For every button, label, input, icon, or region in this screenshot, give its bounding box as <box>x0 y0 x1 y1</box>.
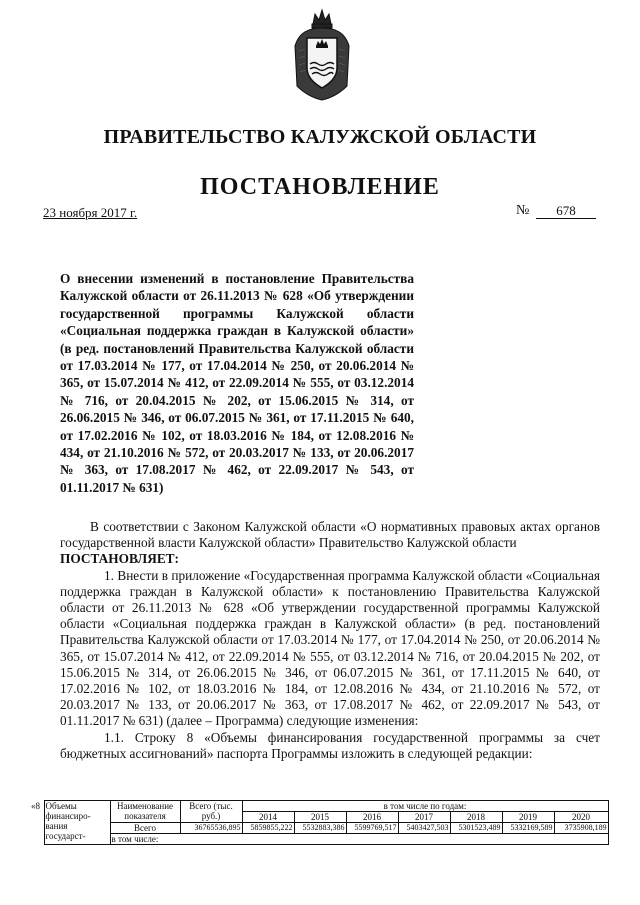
financing-table <box>30 800 609 845</box>
year-header: 2014 <box>242 812 294 823</box>
year-value: 5403427,503 <box>398 823 450 834</box>
total-value: 36765536,895 <box>180 823 242 834</box>
coat-of-arms-icon <box>289 6 355 102</box>
opening-quote: «8 <box>31 800 40 811</box>
year-header: 2016 <box>346 812 398 823</box>
resolves-heading: ПОСТАНОВЛЯЕТ: <box>60 551 179 567</box>
total-label: Всего <box>110 823 180 834</box>
year-header: 2017 <box>398 812 450 823</box>
item-1-paragraph: 1. Внести в приложение «Государственная программа Калужской области «Социальная поддержка граждан в Калужской области» к постановлению Правительства Калужской области от 26.11.2013 № 628 «Об утверждении государственной программы Калужской области «Социальная поддержка граждан в Калужской области» (в ред. постановлений Правительства Калужской области от 17.03.2014 № 177, от 17.04.2014 № 250, от 20.06.2014 № 365, от 15.07.2014 № 412, от 22.09.2014 № 555, от 03.12.2014 № 716, от 20.04.2015 № 202, от 15.06.2015 № 314, от 26.06.2015 № 346, от 06.07.2015 № 361, от 17.11.2015 № 640, от 17.02.2016 № 102, от 18.03.2016 № 184, от 12.08.2016 № 434, от 21.10.2016 № 572, от 20.03.2017 № 133, от 20.06.2017 № 363, от 17.08.2017 № 462, от 22.09.2017 № 543, от 01.11.2017 № 631) (далее – Программа) следующие изменения: <box>60 567 600 729</box>
year-value: 5859855,222 <box>242 823 294 834</box>
row-label: Объемы финансиро-вания государст- <box>44 801 110 845</box>
year-value: 5332169,589 <box>502 823 554 834</box>
year-value: 3735908,189 <box>554 823 608 834</box>
col-years-header: в том числе по годам: <box>242 801 608 812</box>
year-value: 5301523,489 <box>450 823 502 834</box>
document-date: 23 ноября 2017 г. <box>43 205 138 220</box>
year-header: 2018 <box>450 812 502 823</box>
col-total: Всего (тыс. руб.) <box>180 801 242 823</box>
document-number: 678 <box>536 203 596 219</box>
document-type: ПОСТАНОВЛЕНИЕ <box>200 174 440 200</box>
item-1-1-paragraph: 1.1. Строку 8 «Объемы финансирования государственной программы за счет бюджетных ассигнований» паспорта Программы изложить в следующей редакции: <box>60 729 600 761</box>
number-label: № <box>516 203 530 218</box>
year-header: 2015 <box>294 812 346 823</box>
year-header: 2019 <box>502 812 554 823</box>
document-subject: О внесении изменений в постановление Правительства Калужской области от 26.11.2013 № 628 «Об утверждении государственной программы Калужской области «Социальная поддержка граждан в Калужской области» (в ред. постановлений Правительства Калужской области от 17.03.2014 № 177, от 17.04.2014 № 250, от 20.06.2014 № 365, от 15.07.2014 № 412, от 22.09.2014 № 555, от 03.12.2014 № 716, от 20.04.2015 № 202, от 15.06.2015 № 314, от 26.06.2015 № 346, от 06.07.2015 № 361, от 17.11.2015 № 640, от 17.02.2016 № 102, от 18.03.2016 № 184, от 12.08.2016 № 434, от 21.10.2016 № 572, от 20.03.2017 № 133, от 20.06.2017 № 363, от 17.08.2017 № 462, от 22.09.2017 № 543, от 01.11.2017 № 631) <box>60 271 414 495</box>
government-name: ПРАВИТЕЛЬСТВО КАЛУЖСКОЙ ОБЛАСТИ <box>103 126 537 148</box>
document-body <box>60 519 600 762</box>
year-value: 5532883,386 <box>294 823 346 834</box>
year-value: 5599769,517 <box>346 823 398 834</box>
year-header: 2020 <box>554 812 608 823</box>
col-indicator: Наименование показателя <box>110 801 180 823</box>
intro-paragraph: В соответствии с Законом Калужской области «О нормативных правовых актах органов государственной власти Калужской области» Правительство Калужской области <box>60 519 600 551</box>
including-label: в том числе: <box>110 834 608 845</box>
